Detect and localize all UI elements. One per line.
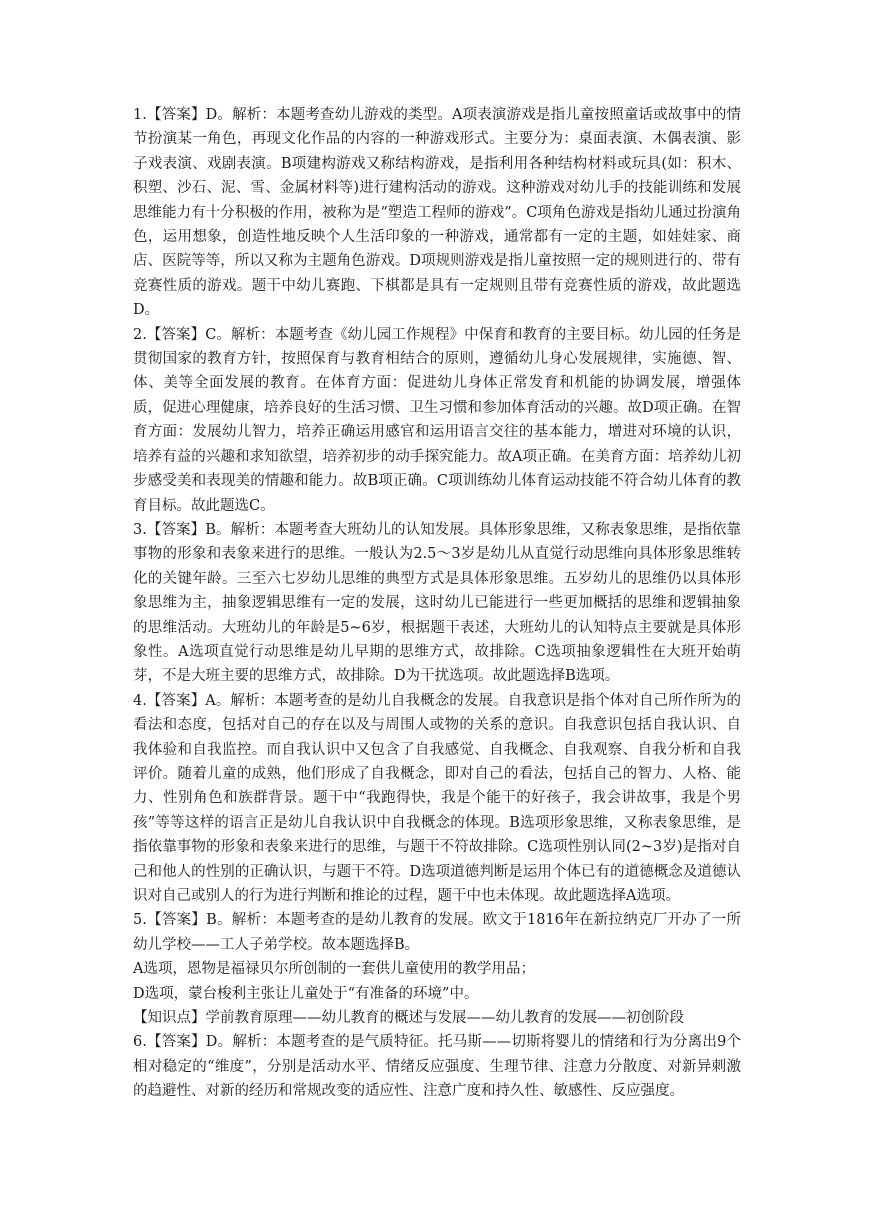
knowledge-point: 【知识点】学前教育原理——幼儿教育的概述与发展——幼儿教育的发展——初创阶段 bbox=[133, 1010, 684, 1027]
answer-document bbox=[133, 103, 741, 1104]
option-note-d: D选项，蒙台梭利主张让儿童处于“有准备的环境”中。 bbox=[133, 985, 479, 1002]
answer-paragraph-4: 4.【答案】A。解析：本题考查的是幼儿自我概念的发展。自我意识是指个体对自己所作所为的看法和态度，包括对自己的存在以及与周围人或物的关系的意识。自我意识包括自我认识、自我体验和自我监控。而自我认识中又包含了自我感觉、自我概念、自我观察、自我分析和自我评价。随着儿童的成熟，他们形成了自我概念，即对自己的看法，包括自己的智力、人格、能力、性别角色和族群背景。题干中“我跑得快，我是个能干的好孩子，我会讲故事，我是个男孩”等等这样的语言正是幼儿自我认识中自我概念的体现。B选项形象思维，又称表象思维，是指依靠事物的形象和表象来进行的思维，与题干不符故排除。C选项性别认同(2~3岁)是指对自己和他人的性别的正确认识，与题干不符。D选项道德判断是运用个体已有的道德概念及道德认识对自己或别人的行为进行判断和推论的过程，题干中也未体现。故此题选择A选项。 bbox=[133, 692, 741, 904]
answer-paragraph-6: 6.【答案】D。解析：本题考查的是气质特征。托马斯——切斯将婴儿的情绪和行为分离出9个相对稳定的“维度”，分别是活动水平、情绪反应强度、生理节律、注意力分散度、对新异刺激的趋避性、对新的经历和常规改变的适应性、注意广度和持久性、敏感性、反应强度。 bbox=[133, 1034, 741, 1100]
answer-paragraph-3: 3.【答案】B。解析：本题考查大班幼儿的认知发展。具体形象思维，又称表象思维，是指依靠事物的形象和表象来进行的思维。一般认为2.5～3岁是幼儿从直觉行动思维向具体形象思维转化的关键年龄。三至六七岁幼儿思维的典型方式是具体形象思维。五岁幼儿的思维仍以具体形象思维为主，抽象逻辑思维有一定的发展，这时幼儿已能进行一些更加概括的思维和逻辑抽象的思维活动。大班幼儿的年龄是5~6岁，根据题干表述，大班幼儿的认知特点主要就是具体形象性。A选项直觉行动思维是幼儿早期的思维方式，故排除。C选项抽象逻辑性在大班开始萌芽，不是大班主要的思维方式，故排除。D为干扰选项。故此题选择B选项。 bbox=[133, 521, 741, 685]
answer-paragraph-5: 5.【答案】B。解析：本题考查的是幼儿教育的发展。欧文于1816年在新拉纳克厂开办了一所幼儿学校——工人子弟学校。故本题选择B。 bbox=[133, 912, 741, 953]
answer-paragraph-1: 1.【答案】D。解析：本题考查幼儿游戏的类型。A项表演游戏是指儿童按照童话或故事中的情节扮演某一角色，再现文化作品的内容的一种游戏形式。主要分为：桌面表演、木偶表演、影子戏表演、戏剧表演。B项建构游戏又称结构游戏，是指利用各种结构材料或玩具(如：积木、积塑、沙石、泥、雪、金属材料等)进行建构活动的游戏。这种游戏对幼儿手的技能训练和发展思维能力有十分积极的作用，被称为是“塑造工程师的游戏”。C项角色游戏是指幼儿通过扮演角色，运用想象，创造性地反映个人生活印象的一种游戏，通常都有一定的主题，如娃娃家、商店、医院等等，所以又称为主题角色游戏。D项规则游戏是指儿童按照一定的规则进行的、带有竞赛性质的游戏。题干中幼儿赛跑、下棋都是具有一定规则且带有竞赛性质的游戏，故此题选D。 bbox=[133, 107, 741, 319]
answer-paragraph-2: 2.【答案】C。解析：本题考查《幼儿园工作规程》中保育和教育的主要目标。幼儿园的任务是贯彻国家的教育方针，按照保育与教育相结合的原则，遵循幼儿身心发展规律，实施德、智、体、美等全面发展的教育。在体育方面：促进幼儿身体正常发育和机能的协调发展，增强体质，促进心理健康，培养良好的生活习惯、卫生习惯和参加体育活动的兴趣。故D项正确。在智育方面：发展幼儿智力，培养正确运用感官和运用语言交往的基本能力，增进对环境的认识，培养有益的兴趣和求知欲望，培养初步的动手探究能力。故A项正确。在美育方面：培养幼儿初步感受美和表现美的情趣和能力。故B项正确。C项训练幼儿体育运动技能不符合幼儿体育的教育目标。故此题选C。 bbox=[133, 326, 741, 514]
option-note-a: A选项，恩物是福禄贝尔所创制的一套供儿童使用的教学用品； bbox=[133, 961, 535, 978]
